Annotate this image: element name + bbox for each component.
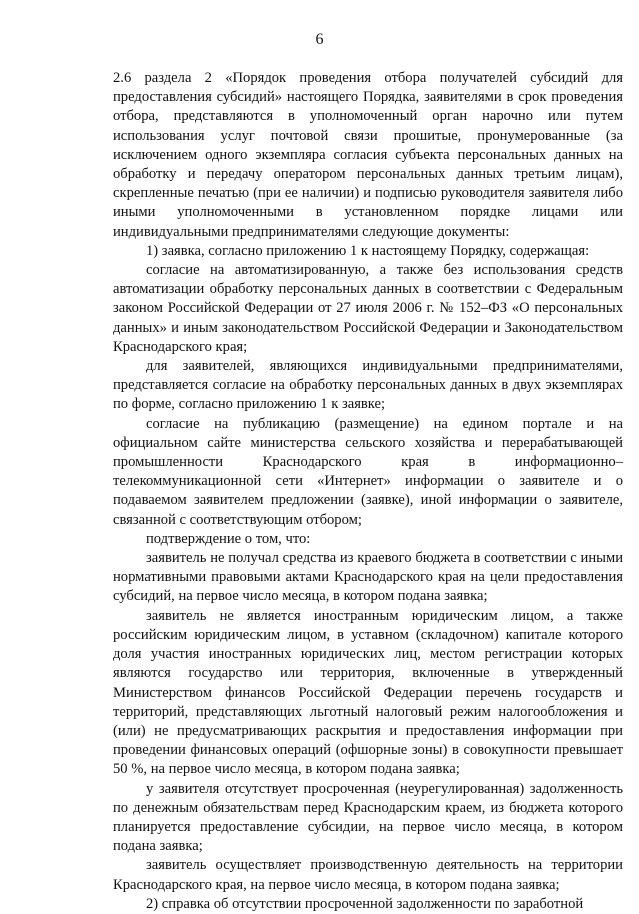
paragraph: подтверждение о том, что:: [146, 530, 311, 547]
paragraph: заявитель осуществляет производственную деятельность на территории Краснодарского края, на первое число месяца, в котором подана заявка;: [113, 857, 623, 893]
paragraph: у заявителя отсутствует просроченная (неурегулированная) задолженность по денежным обязательствам перед Краснодарским краем, из бюджета которого планируется предоставление субсидии, на первое число месяца, в котором подана заявка;: [113, 780, 623, 855]
paragraph: заявитель не является иностранным юридическим лицом, а также российским юридическим лицом, в уставном (складочном) капитале которого доля участия иностранных юридических лиц, местом регистрации которых являются государство или территория, включенные в утвержденный Министерством финансов Российской Федерации перечень государств и территорий, представляющих льготный налоговый режим налогообложения и (или) не предусматривающих раскрытия и предоставления информации при проведении финансовых операций (офшорные зоны) в совокупности превышает 50 %, на первое число месяца, в котором подана заявка;: [113, 607, 623, 778]
paragraph: согласие на публикацию (размещение) на едином портале и на официальном сайте министерства сельского хозяйства и перерабатывающей промышленности Краснодарского края в информационно–телекоммуникационной сети «Интернет» информации о заявителе и о подаваемом заявителем предложении (заявке), иной информации о заявителе, связанной с соответствующим отбором;: [113, 415, 623, 528]
document-body: [113, 69, 623, 914]
paragraph: согласие на автоматизированную, а также без использования средств автоматизации обработку персональных данных в соответствии с Федеральным законом Российской Федерации от 27 июля 2006 г. № 152–ФЗ «О персональных данных» и иным законодательством Российской Федерации и Законодательством Краснодарского края;: [113, 262, 623, 355]
paragraph: заявитель не получал средства из краевого бюджета в соответствии с иными нормативными правовыми актами Краснодарского края на цели предоставления субсидий, на первое число месяца, в котором подана заявка;: [113, 550, 623, 605]
page-number: 6: [315, 31, 324, 48]
paragraph: 2.6 раздела 2 «Порядок проведения отбора получателей субсидий для предоставления субсидий» настоящего Порядка, заявителями в срок проведения отбора, представляются в уполномоченный орган нарочно или путем использования услуг почтовой связи прошитые, пронумерованные (за исключением одного экземпляра согласия субъекта персональных данных на обработку и передачу оператором персональных данных третьим лицам), скрепленные печатью (при ее наличии) и подписью руководителя заявителя либо иными уполномоченными в установленном порядке лицами или индивидуальными предпринимателями следующие документы:: [113, 70, 623, 240]
paragraph: 2) справка об отсутствии просроченной задолженности по заработной: [146, 895, 584, 912]
paragraph: для заявителей, являющихся индивидуальными предпринимателями, представляется согласие на обработку персональных данных в двух экземплярах по форме, согласно приложению 1 к заявке;: [113, 358, 623, 413]
paragraph: 1) заявка, согласно приложению 1 к настоящему Порядку, содержащая:: [146, 242, 590, 259]
